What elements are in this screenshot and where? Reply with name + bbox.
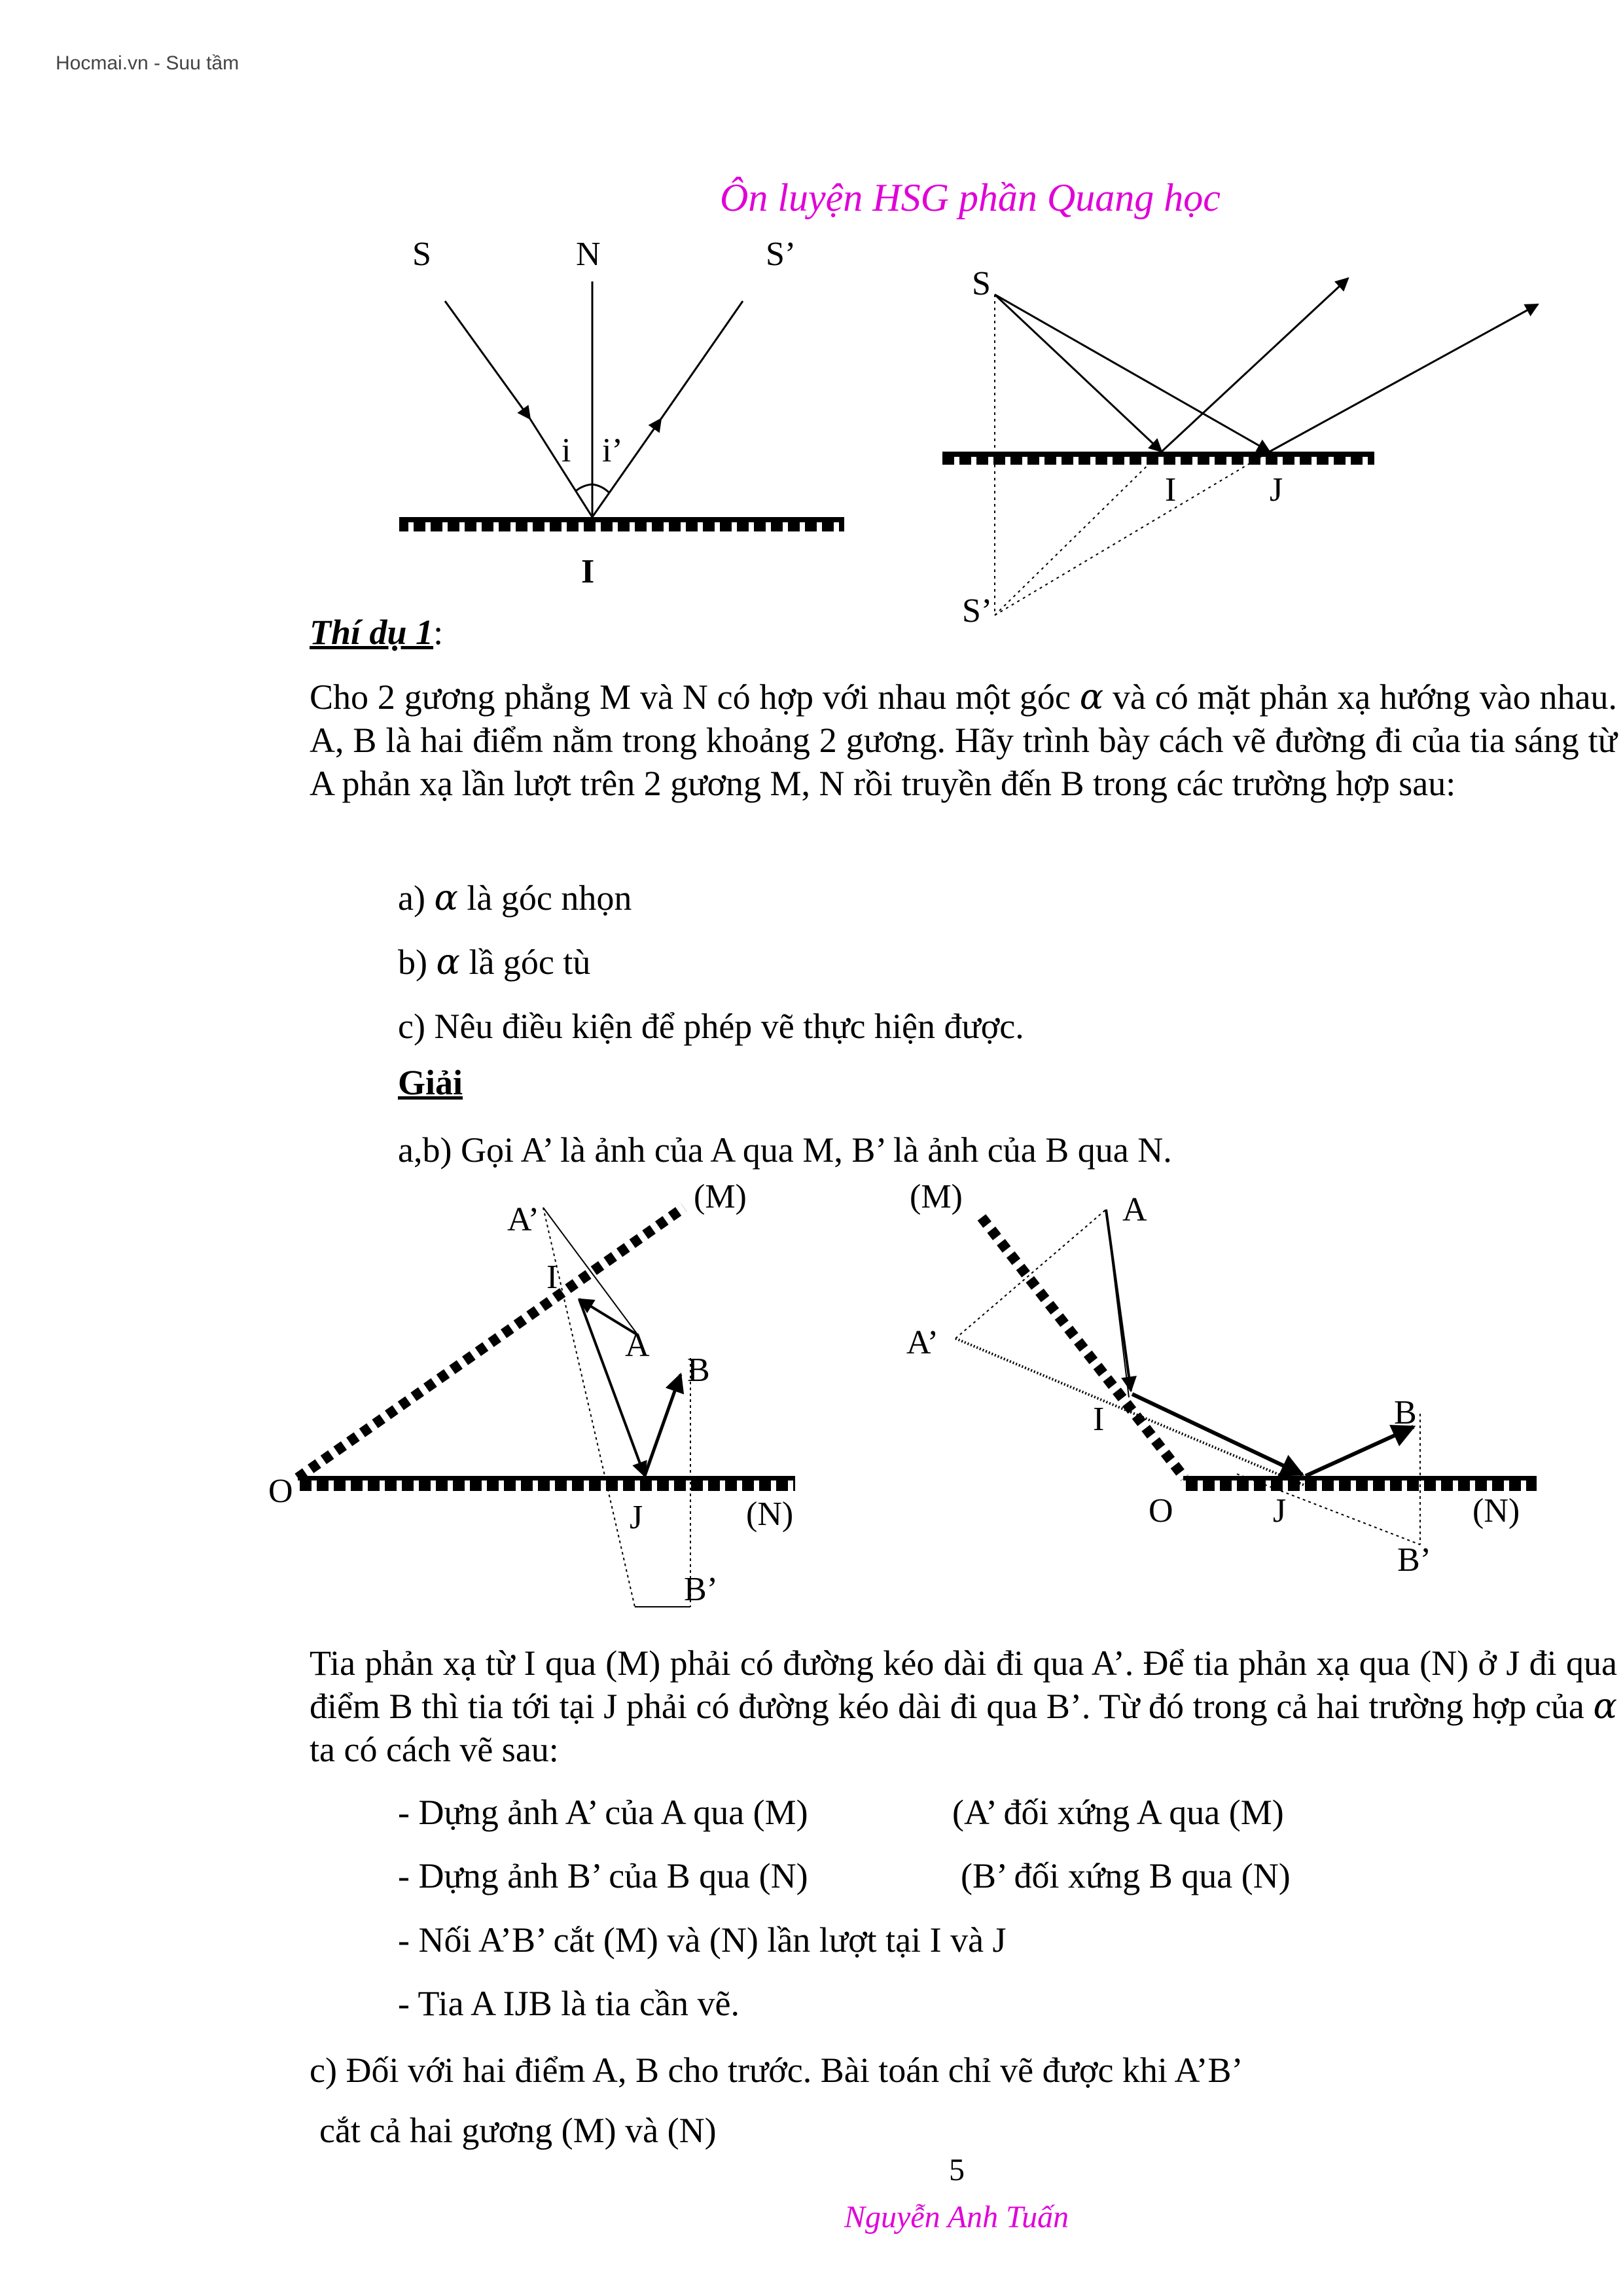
angle-i-arc (576, 484, 592, 491)
mirror-N (1183, 1476, 1537, 1491)
page-number: 5 (949, 2153, 965, 2187)
reflected-ray (661, 301, 743, 419)
label-B-prime: B’ (684, 1571, 718, 1608)
item-a: a) α là góc nhọn (398, 877, 632, 918)
solution-heading: Giải (398, 1063, 463, 1102)
label-J: J (1270, 471, 1283, 509)
step-1-note: (A’ đối xứng A qua (M) (952, 1793, 1284, 1832)
mirror-M (982, 1217, 1185, 1478)
label-N: (N) (1472, 1492, 1520, 1530)
step-3: - Nối A’B’ cắt (M) và (N) lần lượt tại I và J (398, 1920, 1007, 1960)
mirror-N (298, 1476, 795, 1491)
solution-intro: a,b) Gọi A’ là ảnh của A qua M, B’ là ảnh của B qua N. (398, 1130, 1172, 1170)
label-N: N (576, 236, 601, 273)
construction-line-SI (995, 452, 1162, 615)
label-S: S (412, 236, 431, 273)
label-S: S (972, 265, 991, 302)
label-I: I (581, 553, 595, 590)
line-A-prime-B-prime (955, 1338, 1306, 1486)
figure-obtuse-angle (897, 1178, 1558, 1623)
figure-reflection-law (380, 223, 877, 615)
example-title: Thí dụ 1: (310, 613, 444, 652)
label-I: I (1165, 471, 1177, 509)
label-A: A (1122, 1191, 1147, 1229)
mirror-2 (942, 452, 1374, 465)
label-J: J (1273, 1492, 1287, 1530)
source-note: Hocmai.vn - Suu tầm (56, 52, 240, 74)
label-J: J (630, 1499, 643, 1536)
label-B: B (1394, 1394, 1417, 1431)
label-N: (N) (746, 1496, 794, 1533)
label-I: I (1093, 1401, 1105, 1438)
label-M: (M) (694, 1178, 747, 1215)
label-I: I (546, 1259, 558, 1296)
ray-SJ (995, 295, 1270, 452)
step-2-note: (B’ đối xứng B qua (N) (961, 1856, 1291, 1895)
line-A-A-prime (955, 1210, 1106, 1338)
author: Nguyễn Anh Tuấn (844, 2200, 1069, 2234)
ray-J-to-B (645, 1374, 681, 1476)
step-1: - Dựng ảnh A’ của A qua (M) (398, 1793, 808, 1832)
label-S-prime: S’ (766, 236, 796, 273)
item-b: b) α lầ góc tù (398, 941, 591, 982)
figure-acute-angle (249, 1178, 838, 1623)
label-B-prime: B’ (1397, 1541, 1431, 1579)
solution-paragraph: Tia phản xạ từ I qua (M) phải có đường kéo dài đi qua A’. Để tia phản xạ qua (N) ở J đi qua điểm B thì tia tới tại J phải có đường kéo dài đi qua B’. Từ đó trong cả hai trường hợp của α ta có cách vẽ sau: (310, 1643, 1617, 1769)
step-2: - Dựng ảnh B’ của B qua (N) (398, 1856, 808, 1895)
ray-I-to-J (1132, 1394, 1302, 1475)
ray-I-to-J (579, 1299, 645, 1476)
label-A-prime: A’ (507, 1201, 540, 1238)
condition-line-2: cắt cả hai gương (M) và (N) (319, 2111, 717, 2150)
incident-ray-arrow (445, 301, 530, 419)
label-O: O (1149, 1492, 1173, 1530)
label-O: O (268, 1473, 293, 1510)
running-title: Ôn luyện HSG phần Quang học (720, 176, 1221, 219)
ray-SI (995, 295, 1162, 452)
ray-J-to-B (1306, 1427, 1414, 1476)
reflected-ray-J (1270, 304, 1538, 452)
label-S-prime: S’ (962, 592, 993, 630)
reflected-ray-I (1162, 278, 1348, 452)
label-i: i (562, 432, 571, 469)
label-A-prime: A’ (906, 1324, 939, 1361)
figure-image-construction (942, 249, 1571, 641)
label-M: (M) (910, 1178, 963, 1215)
mirror-1 (399, 517, 844, 531)
step-4: - Tia A IJB là tia cần vẽ. (398, 1984, 740, 2023)
problem-statement: Cho 2 gương phẳng M và N có hợp với nhau một góc α và có mặt phản xạ hướng vào nhau. A, B là hai điểm nằm trong khoảng 2 gương. Hãy trình bày cách vẽ đường đi của tia sáng từ A phản xạ lần lượt trên 2 gương M, N rồi truyền đến B trong các trường hợp sau: (310, 676, 1618, 803)
label-A: A (625, 1327, 650, 1364)
construction-line-SJ (995, 452, 1270, 615)
label-B: B (687, 1352, 710, 1389)
item-c: c) Nêu điều kiện để phép vẽ thực hiện được. (398, 1007, 1024, 1046)
label-i-prime: i’ (602, 432, 623, 469)
condition-line-1: c) Đối với hai điểm A, B cho trước. Bài toán chỉ vẽ được khi A’B’ (310, 2051, 1243, 2090)
angle-i-prime-arc (592, 484, 609, 492)
ray-A-to-I (1106, 1210, 1131, 1391)
